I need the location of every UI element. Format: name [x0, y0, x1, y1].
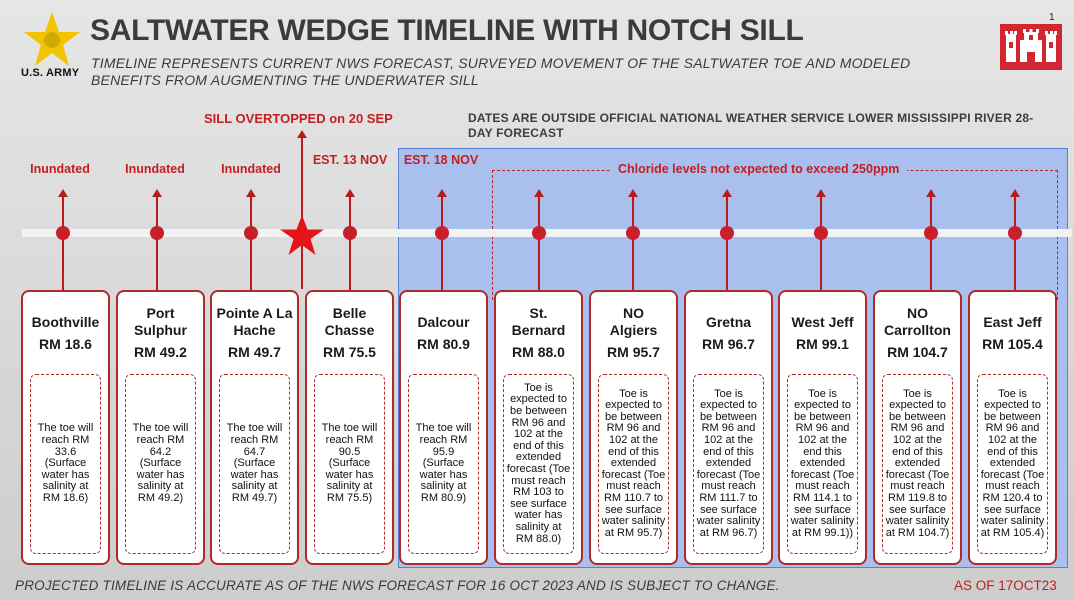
timeline-bar	[22, 229, 1072, 237]
marker-stem	[538, 196, 540, 290]
marker-stem	[1014, 196, 1016, 290]
marker-stem	[62, 196, 64, 290]
location-river-mile: RM 18.6	[39, 336, 92, 352]
location-card-west-jeff	[778, 290, 867, 565]
location-river-mile: RM 99.1	[796, 336, 849, 352]
location-card-dalcour	[399, 290, 488, 565]
marker-arrowhead	[628, 189, 638, 197]
marker-arrowhead	[246, 189, 256, 197]
location-river-mile: RM 75.5	[323, 344, 376, 360]
location-river-mile: RM 88.0	[512, 344, 565, 360]
toe-note-box	[125, 374, 196, 554]
marker-arrowhead	[437, 189, 447, 197]
location-name: Belle Chasse	[324, 305, 375, 338]
location-card-east-jeff	[968, 290, 1057, 565]
toe-note-box	[693, 374, 764, 554]
toe-note: Toe is expected to be between RM 96 and 102 at the end of this extended forecast (Toe must reach RM 111.7 to see surface water salinity at RM 96.7)	[696, 387, 761, 539]
marker-dot	[150, 226, 164, 240]
sill-overtopped-label: SILL OVERTOPPED on 20 SEP	[204, 111, 393, 126]
location-river-mile: RM 80.9	[417, 336, 470, 352]
location-name: Gretna	[705, 314, 752, 330]
marker-dot	[626, 226, 640, 240]
sill-overtopped-arrowhead	[297, 130, 307, 138]
sill-overtopped-star-icon	[279, 214, 325, 256]
toe-note-box	[977, 374, 1048, 554]
marker-dot	[343, 226, 357, 240]
page-title: SALTWATER WEDGE TIMELINE WITH NOTCH SILL	[90, 14, 804, 47]
location-card-st-bernard	[494, 290, 583, 565]
marker-dot	[814, 226, 828, 240]
toe-note: The toe will reach RM 64.2 (Surface water has salinity at RM 49.2)	[132, 422, 189, 504]
marker-arrowhead	[345, 189, 355, 197]
marker-arrowhead	[722, 189, 732, 197]
marker-dot	[56, 226, 70, 240]
toe-note: Toe is expected to be between RM 96 and 102 at the end this extended forecast (Toe must reach RM 114.1 to see surface water salinity at RM 99.1))	[790, 387, 855, 539]
location-river-mile: RM 49.7	[228, 344, 281, 360]
toe-note-box	[219, 374, 290, 554]
marker-dot	[244, 226, 258, 240]
toe-note-box	[882, 374, 953, 554]
toe-note: Toe is expected to be between RM 96 and 102 at the end of this extended forecast (Toe must reach RM 103 to see surface water has salinity at RM 88.0)	[506, 381, 571, 545]
toe-note: The toe will reach RM 33.6 (Surface water has salinity at RM 18.6)	[37, 422, 94, 504]
location-river-mile: RM 49.2	[134, 344, 187, 360]
marker-arrowhead	[1010, 189, 1020, 197]
marker-stem	[250, 196, 252, 290]
marker-arrowhead	[816, 189, 826, 197]
location-card-gretna	[684, 290, 773, 565]
location-river-mile: RM 105.4	[982, 336, 1043, 352]
marker-arrowhead	[926, 189, 936, 197]
marker-label: Inundated	[125, 162, 185, 176]
toe-note-box	[503, 374, 574, 554]
toe-note-box	[598, 374, 669, 554]
army-star-icon	[22, 10, 82, 72]
location-name: Dalcour	[417, 314, 470, 330]
location-card-belle-chasse	[305, 290, 394, 565]
marker-stem	[930, 196, 932, 290]
page-subtitle: TIMELINE REPRESENTS CURRENT NWS FORECAST, SURVEYED MOVEMENT OF THE SALTWATER TOE AND MODELED BENEFITS FROM AUGMENTING THE UNDERWATER SILL	[91, 55, 911, 88]
location-card-port-sulphur	[116, 290, 205, 565]
castle-logo-icon	[1000, 24, 1062, 70]
marker-label: EST. 13 NOV	[312, 153, 388, 167]
location-name: West Jeff	[791, 314, 854, 330]
marker-stem	[441, 196, 443, 290]
location-name: Pointe A La Hache	[216, 305, 293, 338]
as-of-date: AS OF 17OCT23	[954, 578, 1057, 593]
toe-note-box	[408, 374, 479, 554]
footer-disclaimer: PROJECTED TIMELINE IS ACCURATE AS OF THE NWS FORECAST FOR 16 OCT 2023 AND IS SUBJECT TO CHANGE.	[15, 578, 780, 593]
location-name: NO Algiers	[609, 305, 658, 338]
location-card-boothville	[21, 290, 110, 565]
marker-arrowhead	[152, 189, 162, 197]
location-card-no-algiers	[589, 290, 678, 565]
location-river-mile: RM 104.7	[887, 344, 948, 360]
location-name: Port Sulphur	[134, 305, 187, 338]
location-name: St. Bernard	[511, 305, 566, 338]
toe-note: Toe is expected to be between RM 96 and 102 at the end of this extended forecast (Toe must reach RM 120.4 to see surface water salinity at RM 105.4)	[980, 387, 1045, 539]
toe-note: Toe is expected to be between RM 96 and 102 at the end of this extended forecast (Toe must reach RM 110.7 to see surface water salinity at RM 95.7)	[601, 387, 666, 539]
marker-dot	[720, 226, 734, 240]
page-number: 1	[1049, 12, 1055, 23]
location-river-mile: RM 95.7	[607, 344, 660, 360]
marker-stem	[156, 196, 158, 290]
marker-dot	[924, 226, 938, 240]
toe-note: Toe is expected to be between RM 96 and 102 at the end of this extended forecast (Toe must reach RM 119.8 to see surface water salinity at RM 104.7)	[885, 387, 950, 539]
marker-dot	[532, 226, 546, 240]
marker-stem	[349, 196, 351, 290]
marker-stem	[820, 196, 822, 290]
marker-dot	[435, 226, 449, 240]
location-name: East Jeff	[983, 314, 1042, 330]
marker-arrowhead	[534, 189, 544, 197]
location-name: Boothville	[31, 314, 100, 330]
toe-note-box	[787, 374, 858, 554]
toe-note-box	[30, 374, 101, 554]
location-card-pointe-a-la-hache	[210, 290, 299, 565]
marker-dot	[1008, 226, 1022, 240]
marker-label: Inundated	[30, 162, 90, 176]
location-river-mile: RM 96.7	[702, 336, 755, 352]
chloride-label: Chloride levels not expected to exceed 250ppm	[610, 162, 907, 176]
location-name: NO Carrollton	[884, 305, 951, 338]
toe-note: The toe will reach RM 90.5 (Surface water has salinity at RM 75.5)	[321, 422, 378, 504]
location-card-no-carrollton	[873, 290, 962, 565]
army-logo-text: U.S. ARMY	[21, 67, 80, 79]
marker-stem	[726, 196, 728, 290]
toe-note: The toe will reach RM 64.7 (Surface water has salinity at RM 49.7)	[226, 422, 283, 504]
sill-overtopped-arrow	[301, 137, 303, 289]
marker-arrowhead	[58, 189, 68, 197]
toe-note: The toe will reach RM 95.9 (Surface water has salinity at RM 80.9)	[415, 422, 472, 504]
marker-label: EST. 18 NOV	[403, 153, 479, 167]
marker-stem	[632, 196, 634, 290]
toe-note-box	[314, 374, 385, 554]
outside-forecast-note: DATES ARE OUTSIDE OFFICIAL NATIONAL WEATHER SERVICE LOWER MISSISSIPPI RIVER 28-DAY FORECAST	[468, 111, 1034, 140]
marker-label: Inundated	[221, 162, 281, 176]
